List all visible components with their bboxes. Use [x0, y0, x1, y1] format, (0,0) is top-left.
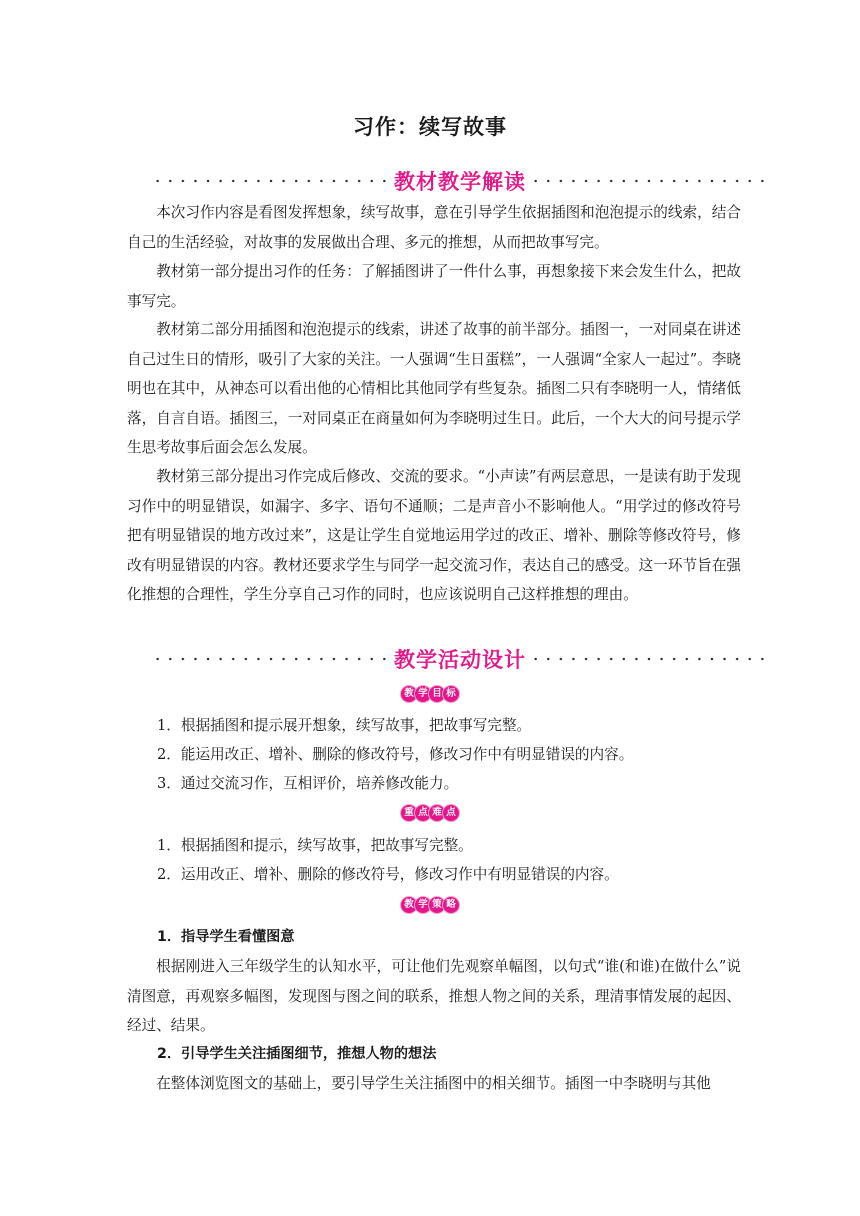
paragraph: 本次习作内容是看图发挥想象，续写故事，意在引导学生依据插图和泡泡提示的线索，结合自己的生活经验，对故事的发展做出合理、多元的推想，从而把故事写完。 [127, 204, 741, 251]
dotted-divider-left [150, 179, 392, 183]
badge-char: 学 [415, 686, 431, 702]
dotted-divider-left [150, 657, 392, 661]
badge-char: 标 [443, 686, 459, 702]
badge-char: 教 [401, 686, 417, 702]
paragraph: 教材第二部分用插图和泡泡提示的线索，讲述了故事的前半部分。插图一，一对同桌在讲述自己过生日的情形，吸引了大家的关注。一人强调“生日蛋糕”，一人强调“全家人一起过”。李晓明也在其中，从神态可以看出他的心情相比其他同学有些复杂。插图二只有李晓明一人，情绪低落，自言自语。插图三，一对同桌正在商量如何为李晓明过生日。此后，一个大大的问号提示学生思考故事后面会怎么发展。 [127, 321, 741, 456]
section-banner-textbook-interpretation [150, 163, 770, 199]
badge-char: 点 [443, 805, 459, 821]
teaching-goals-badge [0, 686, 860, 702]
paragraph: 在整体浏览图文的基础上，要引导学生关注插图中的相关细节。插图一中李晓明与其他 [156, 1075, 711, 1092]
strategy-heading: 1．指导学生看懂图意 [157, 929, 295, 945]
badge-char: 策 [429, 897, 445, 913]
badge-char: 目 [429, 686, 445, 702]
section-heading: 教学活动设计 [394, 648, 526, 672]
strategy-heading: 2．引导学生关注插图细节，推想人物的想法 [157, 1046, 437, 1062]
badge-char: 难 [429, 805, 445, 821]
paragraph: 教材第三部分提出习作完成后修改、交流的要求。“小声读”有两层意思，一是读有助于发现习作中的明显错误，如漏字、多字、语句不通顺；二是声音小不影响他人。“用学过的修改符号把有明显错误的地方改过来”，这是让学生自觉地运用学过的改正、增补、删除等修改符号，修改有明显错误的内容。教材还要求学生与同学一起交流习作，表达自己的感受。这一环节旨在强化推想的合理性，学生分享自己习作的同时，也应该说明自己这样推想的理由。 [127, 468, 741, 603]
teaching-strategy-badge [0, 897, 860, 913]
paragraph: 根据刚进入三年级学生的认知水平，可让他们先观察单幅图，以句式“谁(和谁)在做什么”说清图意，再观察多幅图，发现图与图之间的联系，推想人物之间的关系，理清事情发展的起因、经过、结果。 [127, 958, 741, 1034]
goal-item: 2．能运用改正、增补、删除的修改符号，修改习作中有明显错误的内容。 [157, 746, 634, 763]
dotted-divider-right [528, 179, 770, 183]
badge-char: 略 [443, 897, 459, 913]
badge-char: 重 [401, 805, 417, 821]
section-banner-activity-design [150, 641, 770, 677]
badge-char: 教 [401, 897, 417, 913]
key-point-item: 1．根据插图和提示，续写故事，把故事写完整。 [157, 837, 473, 854]
goal-item: 1．根据插图和提示展开想象，续写故事，把故事写完整。 [157, 717, 532, 734]
dotted-divider-right [528, 657, 770, 661]
key-point-item: 2．运用改正、增补、删除的修改符号，修改习作中有明显错误的内容。 [157, 866, 619, 883]
paragraph: 教材第一部分提出习作的任务：了解插图讲了一件什么事，再想象接下来会发生什么，把故事写完。 [127, 263, 741, 310]
badge-char: 学 [415, 897, 431, 913]
section-heading: 教材教学解读 [394, 170, 526, 194]
page-title: 习作：续写故事 [353, 115, 507, 139]
goal-item: 3．通过交流习作，互相评价，培养修改能力。 [157, 775, 459, 792]
key-points-badge [0, 805, 860, 821]
badge-char: 点 [415, 805, 431, 821]
